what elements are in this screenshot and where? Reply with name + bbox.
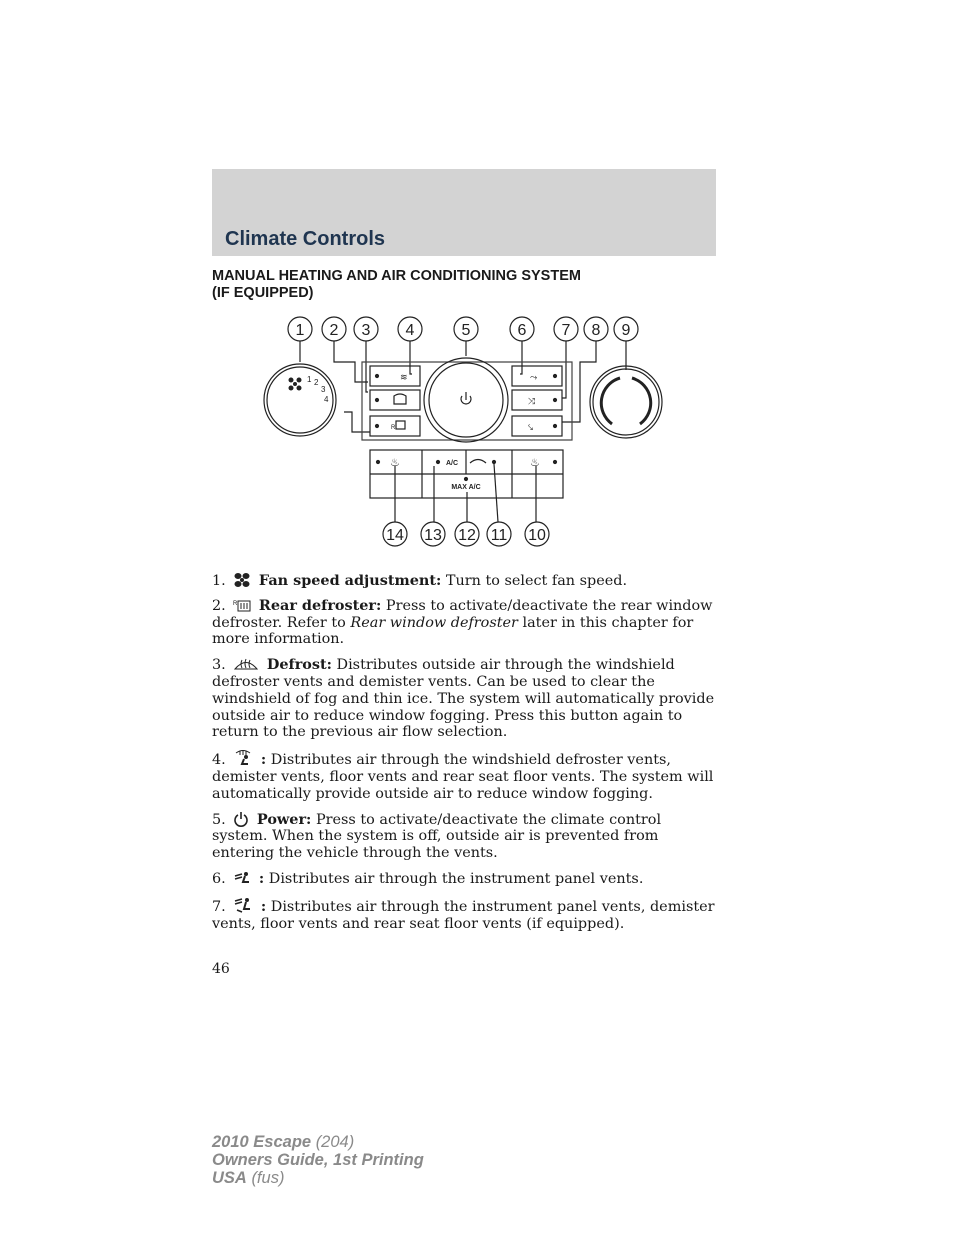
heated-seat-left-button: [377, 457, 400, 469]
list-item: 5. Power: Press to activate/deactivate the climate control system. When the system is off, outside air is prevented from entering the vehicle through the vents.: [212, 810, 662, 862]
fan-icon: [289, 378, 302, 391]
ac-button: [437, 460, 459, 467]
fan-speed-2: 2: [314, 378, 319, 387]
callout-3: [354, 317, 378, 341]
panel-vent-icon: [233, 870, 251, 886]
svg-text:A/C: A/C: [446, 460, 459, 467]
item-label: Fan speed adjustment:: [258, 572, 442, 589]
callout-7: [554, 317, 578, 341]
footer-region-code: (fus): [251, 1169, 285, 1187]
item-text: Press to activate/deactivate the climate control system. When the system is off, outside air is prevented from entering the vehicle through the vents.: [212, 811, 662, 862]
defrost-icon: [233, 656, 259, 672]
fan-speed-4: 4: [324, 395, 329, 404]
max-ac-button: [451, 478, 480, 492]
list-item: 1. Fan speed adjustment: Turn to select fan speed.: [212, 572, 628, 589]
floor-vent-button: [512, 416, 562, 436]
item-text: Turn to select fan speed.: [445, 573, 628, 589]
footer: [212, 1133, 424, 1187]
fan-icon: [233, 572, 251, 588]
svg-text:♨: ♨: [530, 457, 540, 469]
page-number: 46: [212, 961, 230, 977]
defrost-floor-button: [370, 366, 420, 386]
svg-text:1: 1: [295, 322, 305, 339]
callout-14: [383, 522, 407, 546]
svg-text:3: 3: [361, 322, 371, 339]
recirculation-button: [470, 460, 496, 464]
svg-text:5: 5: [461, 322, 471, 339]
subheading: [212, 268, 712, 302]
footer-region: USA: [212, 1169, 247, 1187]
svg-text:♨: ♨: [390, 457, 400, 469]
power-icon: [461, 392, 471, 404]
callout-1: [288, 317, 312, 341]
svg-text:14: 14: [386, 527, 404, 544]
footer-model-code: (204): [315, 1133, 355, 1151]
svg-text:12: 12: [458, 527, 476, 544]
list-item: 6. : Distributes air through the instrument panel vents.: [212, 869, 644, 887]
item-text: Distributes air through the windshield defroster vents, demister vents, floor vents and rear seat floor vents. The system will automatically provide outside air to reduce window fogging.: [212, 752, 714, 802]
svg-text:MAX A/C: MAX A/C: [451, 484, 481, 491]
section-title: Climate Controls: [225, 228, 386, 250]
item-text-before: Press to activate/deactivate the rear window defroster. Refer to: [212, 597, 713, 631]
rear-defrost-icon: [233, 599, 251, 613]
svg-text:4: 4: [405, 322, 415, 339]
svg-text:11: 11: [490, 527, 508, 544]
item-label: Defrost:: [266, 656, 332, 674]
callout-10: [525, 522, 549, 546]
item-text: Distributes outside air through the windshield defroster vents and demister vents. Can be used to clear the windshield of fog and thin ice. The system will automatically provide outside air to reduce window fogging. Press this button again to return to the previous air flow selection.: [212, 657, 715, 741]
svg-text:13: 13: [424, 527, 442, 544]
svg-text:≋: ≋: [400, 372, 408, 382]
temperature-knob: [590, 366, 662, 438]
item-label: :: [260, 751, 267, 769]
list-item: 4. : Distributes air through the windshield defroster vents, demister vents, floor vents and rear seat floor vents. The system will automatically provide outside air to reduce window fogging.: [212, 751, 714, 802]
callout-11: [487, 522, 511, 546]
item-label: Power:: [256, 810, 312, 828]
control-descriptions: [212, 572, 720, 940]
power-icon: [233, 811, 249, 827]
callout-13: [421, 522, 445, 546]
heated-seat-right-button: [530, 457, 557, 469]
item-reference: Rear window defroster: [350, 614, 518, 631]
svg-text:9: 9: [621, 322, 631, 339]
panel-floor-button: [512, 390, 562, 410]
item-label: Rear defroster:: [258, 596, 382, 614]
svg-text:6: 6: [517, 322, 527, 339]
callout-2: [322, 317, 346, 341]
footer-guide: Owners Guide, 1st Printing: [212, 1151, 424, 1169]
item-text: Distributes air through the instrument panel vents, demister vents, floor vents and rear seat floor vents (if equipped).: [212, 898, 715, 932]
item-label: :: [258, 869, 265, 887]
fan-speed-3: 3: [321, 385, 326, 394]
subheading-line-1: MANUAL HEATING AND AIR CONDITIONING SYSTEM: [212, 268, 581, 284]
item-label: :: [260, 897, 267, 915]
list-item: 2. R Rear defroster: Press to activate/deactivate the rear window defroster. Refer to Rear window defroster later in this chapter for more information.: [212, 596, 713, 648]
callout-5: [454, 317, 478, 341]
rear-defroster-button: [370, 416, 420, 436]
callout-4: [398, 317, 422, 341]
svg-text:⤨: ⤨: [528, 396, 536, 406]
climate-panel-diagram: [262, 312, 672, 552]
svg-text:⤥: ⤥: [528, 422, 534, 432]
svg-text:R: R: [391, 425, 396, 431]
svg-text:⤳: ⤳: [530, 372, 538, 382]
callout-9: [614, 317, 638, 341]
callout-6: [510, 317, 534, 341]
fan-speed-1: 1: [307, 375, 312, 384]
panel-floor-icon: [233, 896, 253, 914]
list-item: 7. : Distributes air through the instrument panel vents, demister vents, floor vents and rear seat floor vents (if equipped).: [212, 897, 715, 932]
svg-text:10: 10: [528, 527, 546, 544]
defrost-floor-icon: [233, 749, 253, 767]
footer-model: 2010 Escape: [212, 1133, 312, 1151]
item-text: Distributes air through the instrument panel vents.: [268, 870, 644, 887]
svg-text:8: 8: [591, 322, 601, 339]
defrost-button: [370, 390, 420, 410]
callout-12: [455, 522, 479, 546]
svg-text:2: 2: [329, 322, 339, 339]
svg-text:R: R: [233, 600, 238, 607]
list-item: 3. Defrost: Distributes outside air through the windshield defroster vents and demister vents. Can be used to clear the windshield of fog and thin ice. The system will automatically provide outside air to reduce window fogging. Press this button again to return to the previous air flow selection.: [212, 656, 715, 741]
fan-speed-knob: [264, 364, 336, 436]
panel-vent-button: [512, 366, 562, 386]
callout-8: [584, 317, 608, 341]
svg-text:7: 7: [561, 322, 571, 339]
item-text-after: later in this chapter for more information.: [212, 614, 694, 648]
subheading-line-2: (IF EQUIPPED): [212, 285, 314, 301]
